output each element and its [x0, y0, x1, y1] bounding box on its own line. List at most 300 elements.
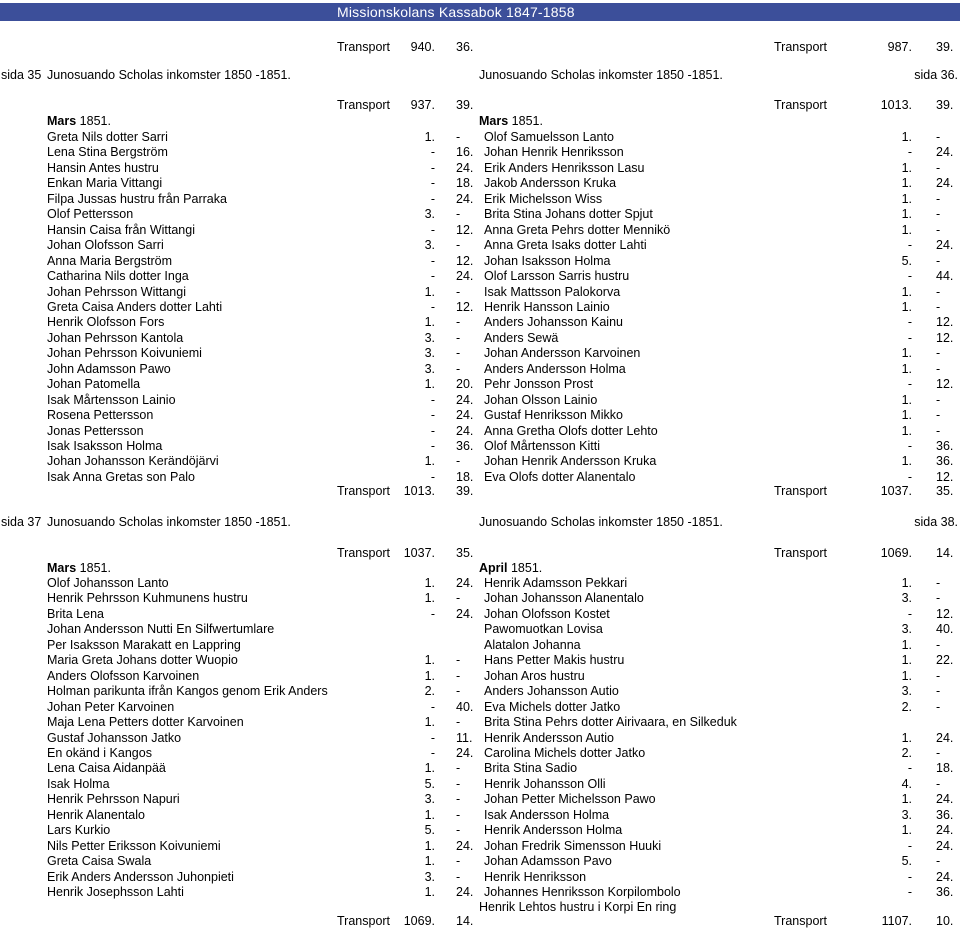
entry-amount-sk-left: -: [456, 792, 461, 807]
entry-amount-rd-right: -: [907, 315, 912, 330]
entry-name-left: Lars Kurkio: [47, 823, 111, 838]
entry-name-right: Johan Olsson Lainio: [484, 392, 598, 407]
entry-amount-rd-left: -: [430, 392, 435, 407]
carry-transport-2-right-amount-sk: 14.: [936, 546, 954, 560]
entry-name-left: Isak Mårtensson Lainio: [47, 392, 176, 407]
entry-name-right: Henrik Hansson Lainio: [484, 299, 610, 314]
entry-name-left: Henrik Josephsson Lahti: [47, 885, 184, 899]
entry-amount-rd-left: -: [430, 191, 435, 206]
page-number-left: sida 35: [1, 68, 42, 82]
entry-amount-rd-right: 4.: [901, 776, 912, 791]
entry-amount-rd-right: -: [907, 145, 912, 160]
entry-amount-sk-left: -: [456, 591, 461, 606]
entry-amount-rd-left: 1.: [424, 838, 435, 853]
carry-transport-right-amount-rd: 1013.: [880, 98, 912, 112]
entry-amount-rd-left: 1.: [424, 715, 435, 730]
entry-name-left: Erik Anders Andersson Juhonpieti: [47, 869, 234, 884]
carry-transport-right-label: Transport: [774, 98, 828, 112]
entry-name-right: Henrik Johansson Olli: [484, 776, 606, 791]
entry-amount-sk-right: -: [936, 299, 941, 314]
entry-name-right: Johan Isaksson Holma: [484, 253, 611, 268]
bottom-transport-right-amount-sk: 35.: [936, 484, 954, 498]
entry-name-right: Alatalon Johanna: [484, 637, 581, 652]
entry-name-left: Isak Holma: [47, 776, 110, 791]
carry-transport-left-amount-sk: 39.: [456, 98, 474, 112]
entry-amount-rd-right: 1.: [901, 423, 912, 438]
page-number-right: sida 36.: [914, 68, 958, 82]
entry-name-left: Enkan Maria Vittangi: [47, 176, 163, 191]
entry-name-left: Greta Nils dotter Sarri: [47, 130, 168, 144]
entry-amount-rd-left: -: [430, 145, 435, 160]
entry-amount-sk-right: 24.: [936, 838, 954, 853]
entry-amount-sk-left: 20.: [456, 377, 474, 392]
entry-name-left: Henrik Pehrsson Napuri: [47, 792, 180, 807]
entry-amount-rd-right: 1.: [901, 346, 912, 361]
entry-name-right: Eva Michels dotter Jatko: [484, 699, 621, 714]
entry-name-right: Erik Anders Henriksson Lasu: [484, 160, 645, 175]
entry-amount-sk-right: 44.: [936, 269, 954, 284]
top-transport-left-amount-rd: 940.: [410, 40, 435, 54]
entry-name-left: Johan Pehrsson Kantola: [47, 330, 184, 345]
entry-amount-sk-right: -: [936, 408, 941, 423]
entry-amount-sk-right: 12.: [936, 315, 954, 330]
bottom-transport-right-label: Transport: [774, 484, 828, 498]
page-heading-left: Junosuando Scholas inkomster 1850 -1851.: [47, 68, 291, 82]
entry-amount-rd-left: -: [430, 176, 435, 191]
entry-name-left: Johan Pehrsson Koivuniemi: [47, 346, 202, 361]
entry-amount-sk-right: -: [936, 423, 941, 438]
entry-amount-rd-left: 1.: [424, 284, 435, 299]
entry-amount-sk-left: 24.: [456, 408, 474, 423]
bottom-transport-left-label: Transport: [337, 484, 391, 498]
entry-amount-rd-right: 1.: [901, 284, 912, 299]
entry-amount-sk-right: 36.: [936, 807, 954, 822]
entry-amount-rd-right: -: [907, 761, 912, 776]
entry-amount-sk-left: -: [456, 776, 461, 791]
entry-amount-rd-right: -: [907, 439, 912, 453]
entry-amount-sk-left: -: [456, 668, 461, 683]
entry-name-right: Anna Greta Isaks dotter Lahti: [484, 238, 647, 253]
bottom-transport-left-amount-sk: 39.: [456, 484, 474, 498]
entry-name-right: Anders Johansson Kainu: [484, 315, 623, 330]
entry-amount-rd-left: 1.: [424, 377, 435, 392]
entry-name-left: Johan Andersson Nutti En Silfwertumlare: [47, 622, 275, 637]
entry-amount-rd-left: -: [430, 730, 435, 745]
entry-name-right: Henrik Andersson Holma: [484, 823, 623, 838]
bottom-transport-2-left-label: Transport: [337, 914, 391, 928]
entry-amount-rd-left: -: [430, 269, 435, 284]
top-transport-right-amount-rd: 987.: [887, 40, 912, 54]
entry-name-right: Isak Mattsson Palokorva: [484, 284, 621, 299]
entry-amount-sk-left: 12.: [456, 253, 474, 268]
top-transport-right-label: Transport: [774, 40, 828, 54]
entry-amount-sk-left: -: [456, 854, 461, 869]
entry-amount-rd-right: 3.: [901, 622, 912, 637]
entry-amount-rd-left: -: [430, 423, 435, 438]
entry-amount-sk-right: -: [936, 253, 941, 268]
entry-amount-rd-left: 2.: [424, 684, 435, 699]
entry-amount-sk-right: 18.: [936, 761, 954, 776]
entry-name-right: Brita Stina Pehrs dotter Airivaara, en Silkeduk: [484, 715, 737, 730]
entry-amount-rd-right: 1.: [901, 653, 912, 668]
entry-amount-sk-left: -: [456, 315, 461, 330]
entry-name-left: Greta Caisa Anders dotter Lahti: [47, 299, 223, 314]
entry-amount-rd-left: -: [430, 160, 435, 175]
entry-name-right: Hans Petter Makis hustru: [484, 653, 625, 668]
entry-amount-rd-right: 5.: [901, 854, 912, 869]
entry-amount-sk-right: -: [936, 207, 941, 222]
entry-amount-rd-right: 1.: [901, 222, 912, 237]
entry-name-right: Johan Petter Michelsson Pawo: [484, 792, 656, 807]
entry-amount-sk-right: 24.: [936, 145, 954, 160]
entry-amount-sk-left: -: [456, 284, 461, 299]
entry-amount-sk-right: -: [936, 699, 941, 714]
entry-amount-rd-right: 1.: [901, 730, 912, 745]
entry-amount-rd-left: 1.: [424, 668, 435, 683]
entry-amount-rd-left: 5.: [424, 776, 435, 791]
entry-amount-sk-left: -: [456, 454, 461, 469]
entry-name-right: Anna Gretha Olofs dotter Lehto: [484, 423, 658, 438]
entry-amount-rd-left: 1.: [424, 653, 435, 668]
entry-amount-rd-left: 1.: [424, 591, 435, 606]
entry-amount-sk-right: -: [936, 160, 941, 175]
entry-amount-rd-left: -: [430, 299, 435, 314]
entry-amount-sk-right: -: [936, 668, 941, 683]
month-heading-left: Mars 1851.: [47, 561, 111, 575]
entry-amount-rd-left: 3.: [424, 792, 435, 807]
entry-amount-rd-right: -: [907, 269, 912, 284]
entry-amount-sk-left: 12.: [456, 299, 474, 314]
entry-amount-rd-right: 1.: [901, 576, 912, 590]
entry-name-left: Olof Johansson Lanto: [47, 576, 169, 590]
entry-name-left: Maja Lena Petters dotter Karvoinen: [47, 715, 244, 730]
carry-transport-right-amount-sk: 39.: [936, 98, 954, 112]
entry-amount-rd-left: 3.: [424, 346, 435, 361]
entry-name-right: Eva Olofs dotter Alanentalo: [484, 469, 636, 484]
entry-amount-rd-left: 1.: [424, 854, 435, 869]
entry-name-left: Hansin Antes hustru: [47, 160, 159, 175]
page-number-right: sida 38.: [914, 515, 958, 529]
entry-amount-sk-right: -: [936, 854, 941, 869]
entry-name-right: Pehr Jonsson Prost: [484, 377, 594, 392]
entry-name-left: En okänd i Kangos: [47, 745, 152, 760]
entry-amount-sk-left: -: [456, 207, 461, 222]
entry-name-left: Greta Caisa Swala: [47, 854, 152, 869]
entry-name-left: Filpa Jussas hustru från Parraka: [47, 191, 227, 206]
entry-amount-sk-left: 24.: [456, 576, 474, 590]
entry-amount-sk-right: 24.: [936, 823, 954, 838]
entry-amount-rd-right: 1.: [901, 668, 912, 683]
carry-transport-2-left-amount-sk: 35.: [456, 546, 474, 560]
entry-amount-sk-left: 24.: [456, 838, 474, 853]
entry-amount-sk-left: 16.: [456, 145, 474, 160]
entry-name-right: Brita Stina Sadio: [484, 761, 578, 776]
entry-amount-rd-left: 3.: [424, 330, 435, 345]
entry-amount-sk-left: -: [456, 238, 461, 253]
extra-note-line: Henrik Lehtos hustru i Korpi En ring: [479, 900, 677, 915]
entry-amount-sk-left: -: [456, 761, 461, 776]
entry-amount-sk-right: -: [936, 346, 941, 361]
entry-amount-rd-right: 1.: [901, 361, 912, 376]
entry-amount-sk-left: 11.: [456, 730, 473, 745]
entry-amount-rd-right: -: [907, 330, 912, 345]
entry-name-left: Olof Pettersson: [47, 207, 134, 222]
entry-amount-rd-left: 3.: [424, 361, 435, 376]
entry-name-right: Johan Adamsson Pavo: [484, 854, 612, 869]
entry-amount-rd-right: -: [907, 377, 912, 392]
entry-amount-sk-right: 24.: [936, 238, 954, 253]
entry-amount-rd-left: 1.: [424, 576, 435, 590]
entry-name-right: Johan Aros hustru: [484, 668, 585, 683]
entry-name-left: Lena Stina Bergström: [47, 145, 168, 160]
entry-amount-sk-right: 36.: [936, 454, 954, 469]
entry-amount-rd-left: 1.: [424, 315, 435, 330]
entry-name-right: Anders Johansson Autio: [484, 684, 619, 699]
entry-amount-rd-right: 1.: [901, 454, 912, 469]
title-bar: [0, 3, 960, 21]
entry-amount-rd-right: 1.: [901, 299, 912, 314]
entry-amount-rd-right: 2.: [901, 699, 912, 714]
entry-amount-rd-left: 1.: [424, 454, 435, 469]
entry-name-left: Jonas Pettersson: [47, 423, 144, 438]
bottom-transport-2-left-amount-sk: 14.: [456, 914, 474, 928]
entry-amount-sk-right: -: [936, 745, 941, 760]
top-transport-left-label: Transport: [337, 40, 391, 54]
entry-name-left: Brita Lena: [47, 606, 104, 621]
entry-name-left: Johan Olofsson Sarri: [47, 238, 164, 253]
entry-amount-sk-right: 24.: [936, 730, 954, 745]
entry-amount-sk-right: -: [936, 130, 941, 144]
entry-amount-rd-right: -: [907, 838, 912, 853]
entry-amount-rd-right: 3.: [901, 807, 912, 822]
entry-name-right: Olof Samuelsson Lanto: [484, 130, 614, 144]
page-heading-left: Junosuando Scholas inkomster 1850 -1851.: [47, 515, 291, 529]
entry-name-right: Olof Mårtensson Kitti: [484, 439, 601, 453]
entry-amount-sk-right: 36.: [936, 439, 954, 453]
page-heading-right: Junosuando Scholas inkomster 1850 -1851.: [479, 515, 723, 529]
entry-amount-sk-right: 12.: [936, 606, 954, 621]
entry-amount-rd-right: 2.: [901, 745, 912, 760]
entry-name-right: Johan Henrik Andersson Kruka: [484, 454, 657, 469]
entry-amount-sk-left: 40.: [456, 699, 474, 714]
entry-name-right: Olof Larsson Sarris hustru: [484, 269, 630, 284]
entry-amount-sk-left: 18.: [456, 469, 474, 484]
entry-amount-rd-left: 3.: [424, 238, 435, 253]
entry-name-left: Rosena Pettersson: [47, 408, 154, 423]
entry-amount-sk-left: 24.: [456, 423, 474, 438]
entry-amount-rd-left: 1.: [424, 761, 435, 776]
entry-amount-sk-right: -: [936, 576, 941, 590]
carry-transport-2-left-label: Transport: [337, 546, 391, 560]
entry-amount-rd-right: -: [907, 238, 912, 253]
bottom-transport-2-right-amount-sk: 10.: [936, 914, 954, 928]
entry-amount-sk-right: 12.: [936, 469, 954, 484]
entry-amount-rd-right: 1.: [901, 823, 912, 838]
entry-amount-rd-left: -: [430, 606, 435, 621]
entry-amount-sk-right: 12.: [936, 330, 954, 345]
entry-amount-rd-right: -: [907, 469, 912, 484]
entry-name-right: Anna Greta Pehrs dotter Mennikö: [484, 222, 671, 237]
month-heading-left: Mars 1851.: [47, 114, 111, 128]
entry-name-left: Holman parikunta ifrån Kangos genom Erik Anders: [47, 684, 328, 699]
page-number-left: sida 37: [1, 515, 42, 529]
entry-amount-rd-right: 1.: [901, 792, 912, 807]
entry-amount-rd-left: -: [430, 222, 435, 237]
entry-amount-sk-left: 24.: [456, 885, 474, 899]
entry-name-left: Lena Caisa Aidanpää: [47, 761, 166, 776]
entry-amount-sk-left: 24.: [456, 392, 474, 407]
entry-amount-sk-right: -: [936, 392, 941, 407]
entry-name-left: Gustaf Johansson Jatko: [47, 730, 182, 745]
entry-name-left: Isak Anna Gretas son Palo: [47, 469, 196, 484]
entry-amount-sk-left: 36.: [456, 439, 474, 453]
entry-amount-rd-left: -: [430, 699, 435, 714]
entry-name-right: Anders Andersson Holma: [484, 361, 626, 376]
entry-name-left: Nils Petter Eriksson Koivuniemi: [47, 838, 221, 853]
entry-amount-rd-left: 3.: [424, 207, 435, 222]
top-transport-left-amount-sk: 36.: [456, 40, 474, 54]
entry-amount-rd-left: -: [430, 408, 435, 423]
entry-name-right: Johannes Henriksson Korpilombolo: [484, 885, 681, 899]
entry-amount-sk-right: 24.: [936, 869, 954, 884]
entry-amount-sk-left: -: [456, 823, 461, 838]
entry-name-right: Johan Andersson Karvoinen: [484, 346, 641, 361]
entry-amount-rd-right: 1.: [901, 191, 912, 206]
entry-amount-sk-right: -: [936, 191, 941, 206]
entry-amount-sk-right: 24.: [936, 792, 954, 807]
entry-name-right: Jakob Andersson Kruka: [484, 176, 617, 191]
entry-amount-rd-left: 1.: [424, 130, 435, 144]
entry-name-right: Gustaf Henriksson Mikko: [484, 408, 623, 423]
entry-amount-sk-left: -: [456, 653, 461, 668]
entry-amount-rd-right: 5.: [901, 253, 912, 268]
entry-amount-sk-right: -: [936, 637, 941, 652]
entry-name-right: Brita Stina Johans dotter Spjut: [484, 207, 653, 222]
entry-amount-sk-right: -: [936, 222, 941, 237]
entry-amount-rd-right: 1.: [901, 176, 912, 191]
bottom-transport-right-amount-rd: 1037.: [880, 484, 912, 498]
entry-name-left: Catharina Nils dotter Inga: [47, 269, 189, 284]
entry-amount-sk-right: -: [936, 684, 941, 699]
carry-transport-2-right-label: Transport: [774, 546, 828, 560]
entry-name-left: Isak Isaksson Holma: [47, 439, 163, 453]
top-transport-right-amount-sk: 39.: [936, 40, 954, 54]
entry-amount-rd-left: 5.: [424, 823, 435, 838]
page-heading-right: Junosuando Scholas inkomster 1850 -1851.: [479, 68, 723, 82]
entry-amount-rd-left: -: [430, 745, 435, 760]
month-heading-right: April 1851.: [479, 561, 543, 575]
entry-amount-sk-right: -: [936, 284, 941, 299]
entry-amount-rd-left: -: [430, 253, 435, 268]
entry-amount-sk-left: 24.: [456, 269, 474, 284]
bottom-transport-2-right-label: Transport: [774, 914, 828, 928]
entry-amount-sk-left: -: [456, 130, 461, 144]
carry-transport-left-label: Transport: [337, 98, 391, 112]
entry-amount-rd-left: -: [430, 469, 435, 484]
entry-amount-rd-right: 1.: [901, 408, 912, 423]
entry-amount-sk-left: 24.: [456, 191, 474, 206]
entry-amount-sk-left: -: [456, 807, 461, 822]
entry-name-right: Henrik Adamsson Pekkari: [484, 576, 628, 590]
bottom-transport-2-left-amount-rd: 1069.: [403, 914, 435, 928]
entry-amount-sk-left: 24.: [456, 606, 474, 621]
entry-amount-rd-left: 1.: [424, 807, 435, 822]
entry-amount-rd-right: -: [907, 606, 912, 621]
entry-amount-rd-left: 3.: [424, 869, 435, 884]
entry-amount-sk-left: -: [456, 684, 461, 699]
month-heading-right: Mars 1851.: [479, 114, 543, 128]
entry-name-left: Johan Peter Karvoinen: [47, 699, 175, 714]
entry-amount-rd-right: 3.: [901, 591, 912, 606]
entry-name-right: Carolina Michels dotter Jatko: [484, 745, 646, 760]
carry-transport-2-right-amount-rd: 1069.: [880, 546, 912, 560]
entry-amount-rd-right: -: [907, 869, 912, 884]
entry-amount-rd-right: 1.: [901, 130, 912, 144]
entry-name-right: Anders Sewä: [484, 330, 559, 345]
entry-amount-sk-right: -: [936, 591, 941, 606]
entry-name-left: Johan Pehrsson Wittangi: [47, 284, 186, 299]
entry-amount-sk-right: 24.: [936, 176, 954, 191]
carry-transport-2-left-amount-rd: 1037.: [403, 546, 435, 560]
entry-amount-sk-left: 24.: [456, 745, 474, 760]
entry-amount-rd-right: 1.: [901, 207, 912, 222]
carry-transport-left-amount-rd: 937.: [410, 98, 435, 112]
entry-name-left: Johan Patomella: [47, 377, 141, 392]
entry-name-left: Per Isaksson Marakatt en Lappring: [47, 637, 241, 652]
entry-name-left: Henrik Alanentalo: [47, 807, 145, 822]
entry-name-left: John Adamsson Pawo: [47, 361, 171, 376]
entry-name-left: Johan Johansson Kerändöjärvi: [47, 454, 219, 469]
entry-name-right: Johan Fredrik Simensson Huuki: [484, 838, 662, 853]
entry-amount-sk-left: -: [456, 330, 461, 345]
entry-amount-sk-right: 36.: [936, 885, 954, 899]
entry-amount-rd-right: -: [907, 885, 912, 899]
entry-name-left: Maria Greta Johans dotter Wuopio: [47, 653, 238, 668]
entry-name-right: Johan Henrik Henriksson: [484, 145, 624, 160]
entry-amount-rd-right: 1.: [901, 392, 912, 407]
entry-name-right: Erik Michelsson Wiss: [484, 191, 603, 206]
entry-name-right: Johan Johansson Alanentalo: [484, 591, 644, 606]
entry-amount-sk-left: -: [456, 361, 461, 376]
entry-name-left: Henrik Olofsson Fors: [47, 315, 165, 330]
entry-name-right: Pawomuotkan Lovisa: [484, 622, 603, 637]
entry-name-left: Henrik Pehrsson Kuhmunens hustru: [47, 591, 248, 606]
entry-name-left: Anna Maria Bergström: [47, 253, 173, 268]
entry-amount-sk-left: -: [456, 346, 461, 361]
entry-amount-sk-right: 12.: [936, 377, 954, 392]
entry-amount-rd-right: 1.: [901, 637, 912, 652]
bottom-transport-2-right-amount-rd: 1107.: [881, 914, 912, 928]
entry-amount-sk-left: 24.: [456, 160, 474, 175]
entry-amount-rd-left: 1.: [424, 885, 435, 899]
entry-amount-rd-right: 1.: [901, 160, 912, 175]
document-title: Missionskolans Kassabok 1847-1858: [337, 4, 575, 20]
entry-amount-sk-right: 40.: [936, 622, 954, 637]
entry-amount-sk-right: -: [936, 776, 941, 791]
entry-name-right: Henrik Andersson Autio: [484, 730, 614, 745]
entry-amount-rd-right: 3.: [901, 684, 912, 699]
entry-name-right: Isak Andersson Holma: [484, 807, 610, 822]
entry-amount-sk-left: 18.: [456, 176, 474, 191]
entry-amount-sk-left: 12.: [456, 222, 474, 237]
entry-name-right: Henrik Henriksson: [484, 869, 587, 884]
bottom-transport-left-amount-rd: 1013.: [403, 484, 435, 498]
entry-amount-sk-left: -: [456, 715, 461, 730]
entry-name-right: Johan Olofsson Kostet: [484, 606, 610, 621]
entry-amount-sk-left: -: [456, 869, 461, 884]
entry-amount-sk-right: -: [936, 361, 941, 376]
entry-amount-sk-right: 22.: [936, 653, 954, 668]
